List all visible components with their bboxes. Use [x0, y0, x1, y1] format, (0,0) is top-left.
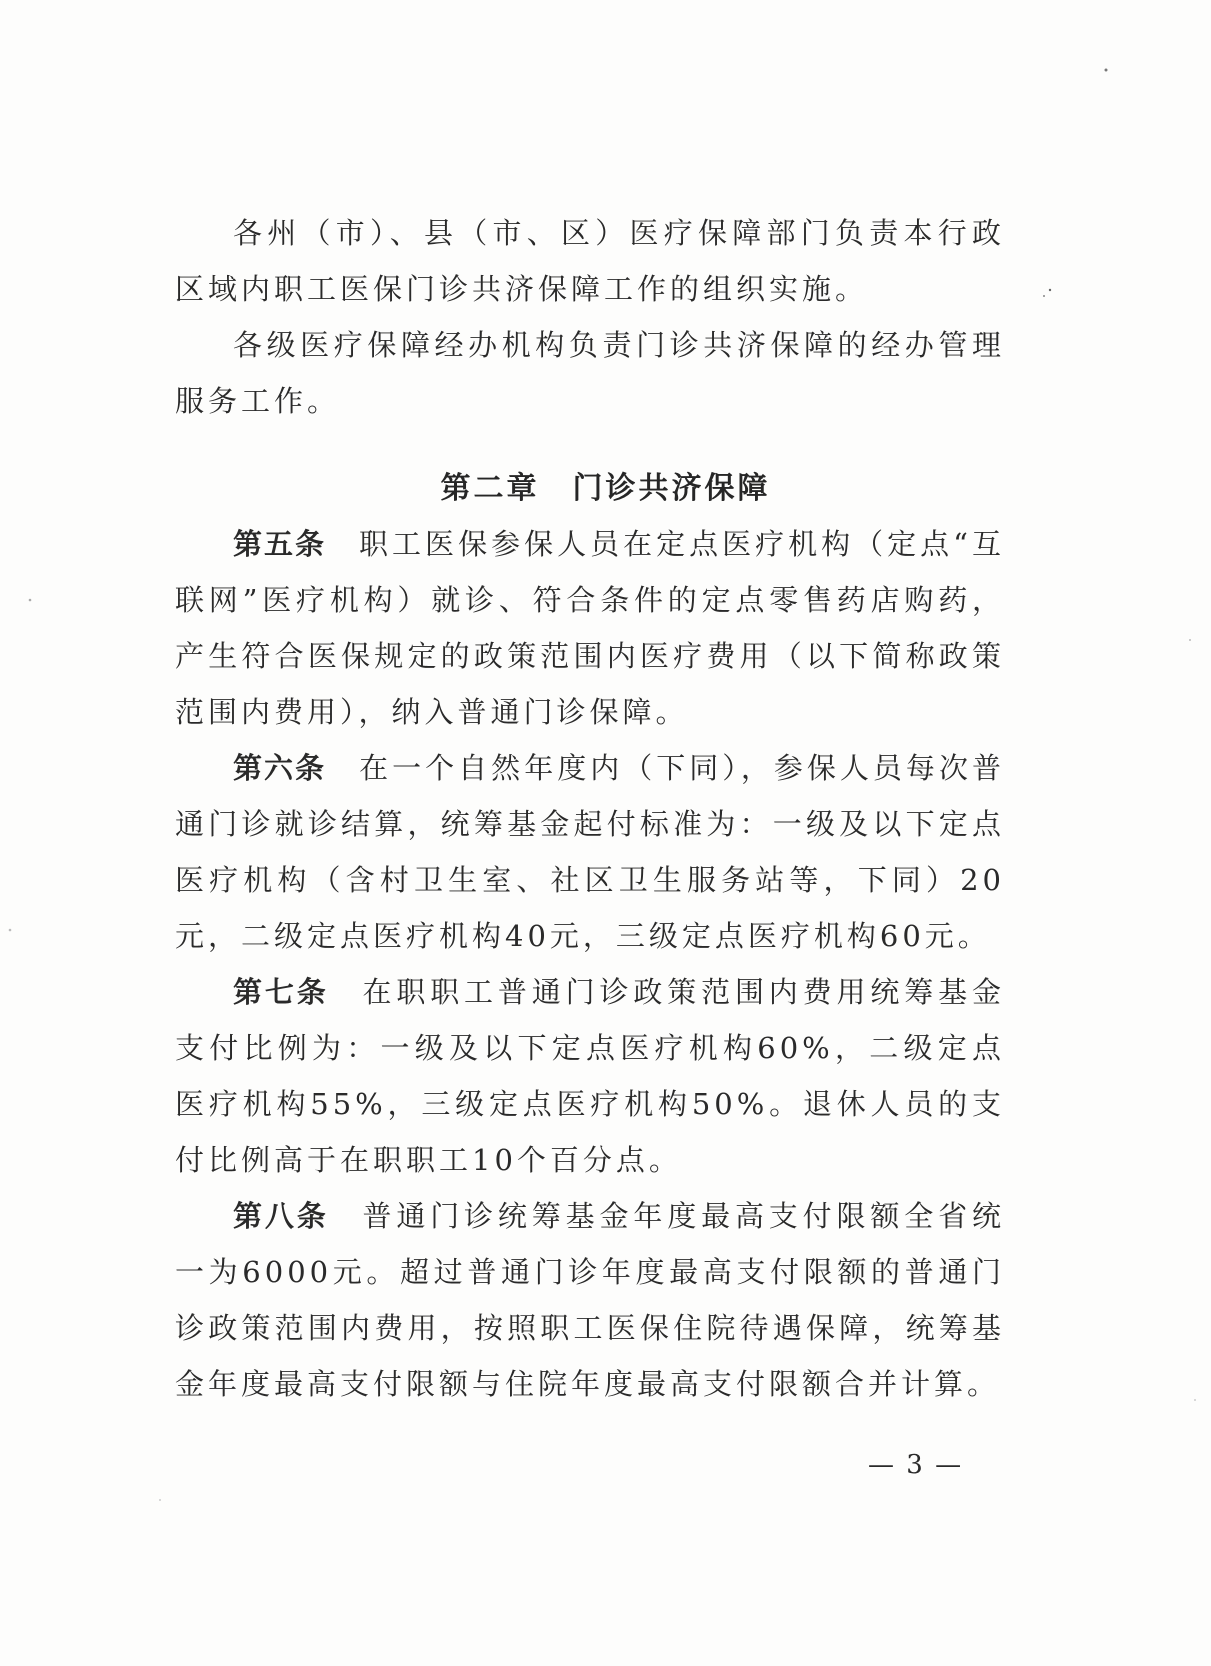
articles-section: [175, 516, 1005, 1412]
intro-paragraph-1: 各州（市）、县（市、区）医疗保障部门负责本行政区域内职工医保门诊共济保障工作的组织实施。: [175, 216, 1005, 306]
article-5: [175, 516, 1005, 740]
article-6-text: 在一个自然年度内（下同），参保人员每次普通门诊就诊结算，统筹基金起付标准为：一级及以下定点医疗机构（含村卫生室、社区卫生服务站等，下同）20元，二级定点医疗机构40元，三级定点医疗机构60元。: [175, 751, 1005, 953]
article-7: [175, 964, 1005, 1188]
article-7-heading: 第七条: [233, 975, 329, 1009]
page-number: — 3 —: [868, 1450, 964, 1480]
article-5-text: 职工医保参保人员在定点医疗机构（定点“互联网”医疗机构）就诊、符合条件的定点零售药店购药，产生符合医保规定的政策范围内医疗费用（以下简称政策范围内费用），纳入普通门诊保障。: [175, 527, 1005, 729]
article-6-heading: 第六条: [233, 751, 327, 785]
article-6: [175, 740, 1005, 964]
article-8: [175, 1188, 1005, 1412]
article-8-text: 普通门诊统筹基金年度最高支付限额全省统一为6000元。超过普通门诊年度最高支付限额的普通门诊政策范围内费用，按照职工医保住院待遇保障，统筹基金年度最高支付限额与住院年度最高支付限额合并计算。: [175, 1199, 1005, 1401]
article-8-heading: 第八条: [233, 1199, 329, 1233]
intro-section: [175, 205, 1005, 429]
chapter-title: 第二章 门诊共济保障: [440, 471, 771, 506]
article-7-text: 在职职工普通门诊政策范围内费用统筹基金支付比例为：一级及以下定点医疗机构60%，二级定点医疗机构55%，三级定点医疗机构50%。退休人员的支付比例高于在职职工10个百分点。: [175, 975, 1005, 1177]
article-5-heading: 第五条: [233, 527, 327, 561]
intro-paragraph-2: 各级医疗保障经办机构负责门诊共济保障的经办管理服务工作。: [175, 328, 1005, 418]
